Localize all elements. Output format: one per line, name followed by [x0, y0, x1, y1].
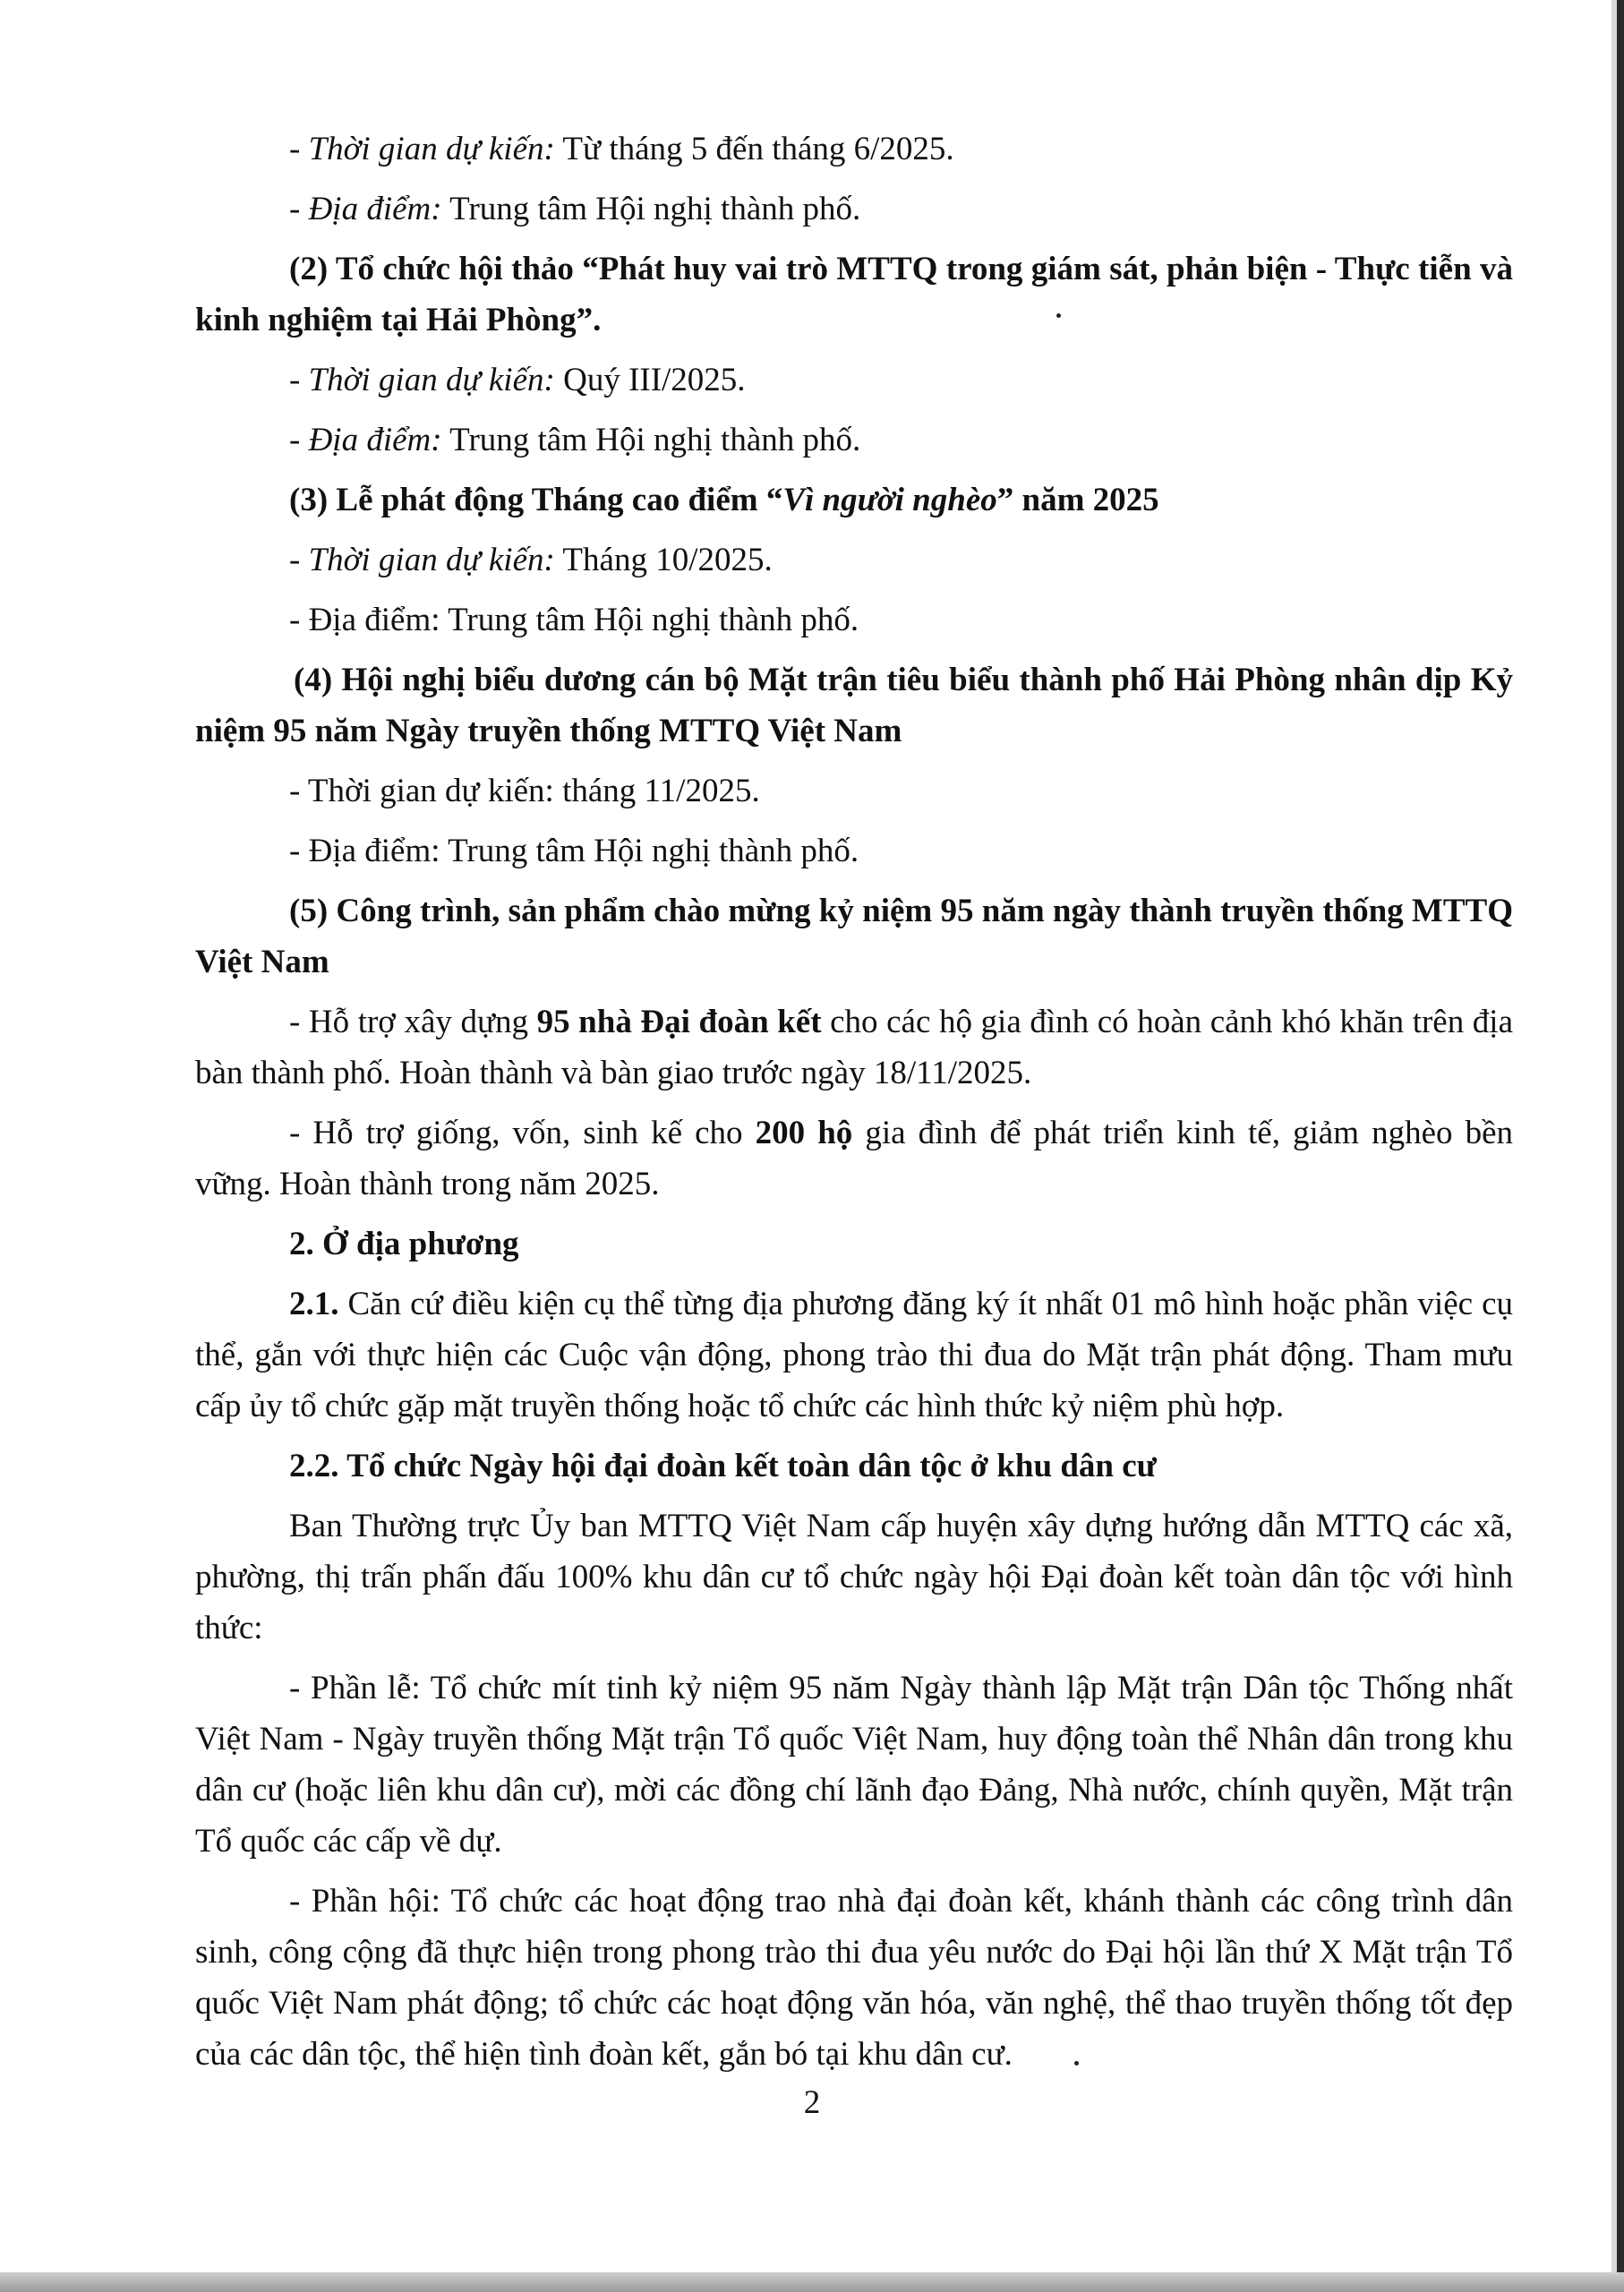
- heading-part: ” năm 2025: [996, 482, 1159, 518]
- section-heading: 2. Ở địa phương: [289, 1226, 519, 1262]
- line-label: - Thời gian dự kiến:: [289, 542, 555, 578]
- heading-part: (3) Lễ phát động Tháng cao điểm “: [289, 482, 783, 518]
- item-heading: (2) Tổ chức hội thảo “Phát huy vai trò MTTQ trong giám sát, phản biện - Thực tiễn và kinh nghiệm tại Hải Phòng”.: [195, 251, 1513, 338]
- item-heading: [195, 475, 1513, 526]
- text-part-bold: 200 hộ: [755, 1115, 853, 1151]
- subsection-heading: 2.2. Tổ chức Ngày hội đại đoàn kết toàn dân tộc ở khu dân cư: [289, 1448, 1157, 1484]
- location-line: [195, 415, 1513, 466]
- paragraph: - Phần hội: Tổ chức các hoạt động trao nhà đại đoàn kết, khánh thành các công trình dân sinh, công cộng đã thực hiện trong phong trào thi đua yêu nước do Đại hội lần thứ X Mặt trận Tổ quốc Việt Nam phát động; tổ chức các hoạt động văn hóa, văn nghệ, thể thao truyền thống tốt đẹp của các dân tộc, thể hiện tình đoàn kết, gắn bó tại khu dân cư.: [195, 1883, 1513, 2073]
- schedule-line: - Thời gian dự kiến: tháng 11/2025.: [289, 773, 760, 809]
- schedule-line: [195, 535, 1513, 586]
- paragraph-number: 2.1.: [289, 1286, 339, 1322]
- line-value: Từ tháng 5 đến tháng 6/2025.: [554, 131, 954, 167]
- line-label: - Địa điểm:: [289, 191, 442, 227]
- paragraph: [195, 1108, 1513, 1210]
- text-part: - Hỗ trợ xây dựng: [289, 1004, 537, 1040]
- text-part: cho các hộ gia đình có hoàn cảnh khó khăn trên địa bàn thành phố. Hoàn thành và bàn giao trước ngày 18/11/2025.: [195, 1004, 1514, 1091]
- paragraph: [195, 996, 1513, 1099]
- schedule-line: [195, 355, 1513, 406]
- text-part-bold: 95 nhà Đại đoàn kết: [536, 1004, 822, 1040]
- line-label: - Địa điểm:: [289, 422, 442, 458]
- text-part: gia đình để phát triển kinh tế, giảm nghèo bền vững. Hoàn thành trong năm 2025.: [195, 1115, 1514, 1202]
- document-body: [195, 124, 1513, 2089]
- line-label: - Thời gian dự kiến:: [289, 131, 555, 167]
- location-line: - Địa điểm: Trung tâm Hội nghị thành phố.: [289, 833, 859, 869]
- line-label: - Thời gian dự kiến:: [289, 362, 555, 398]
- line-value: Tháng 10/2025.: [554, 542, 773, 578]
- paragraph: Ban Thường trực Ủy ban MTTQ Việt Nam cấp huyện xây dựng hướng dẫn MTTQ các xã, phường, thị trấn phấn đấu 100% khu dân cư tổ chức ngày hội Đại đoàn kết toàn dân tộc với hình thức:: [195, 1508, 1513, 1646]
- location-line: [195, 184, 1513, 235]
- paragraph: [195, 1279, 1513, 1432]
- line-value: Trung tâm Hội nghị thành phố.: [441, 422, 861, 458]
- text-part: - Hỗ trợ giống, vốn, sinh kế cho: [289, 1115, 756, 1151]
- scan-edge-bottom: [0, 2272, 1624, 2292]
- paragraph: - Phần lễ: Tổ chức mít tinh kỷ niệm 95 năm Ngày thành lập Mặt trận Dân tộc Thống nhất Việt Nam - Ngày truyền thống Mặt trận Tổ quốc Việt Nam, huy động toàn thể Nhân dân trong khu dân cư (hoặc liên khu dân cư), mời các đồng chí lãnh đạo Đảng, Nhà nước, chính quyền, Mặt trận Tổ quốc các cấp về dự.: [195, 1670, 1513, 1860]
- text-part: Căn cứ điều kiện cụ thể từng địa phương đăng ký ít nhất 01 mô hình hoặc phần việc cụ thể, gắn với thực hiện các Cuộc vận động, phong trào thi đua do Mặt trận phát động. Tham mưu cấp ủy tổ chức gặp mặt truyền thống hoặc tổ chức các hình thức kỷ niệm phù hợp.: [195, 1286, 1513, 1424]
- heading-part-italic: Vì người nghèo: [782, 482, 997, 518]
- page-number: 2: [803, 2084, 821, 2121]
- schedule-line: [195, 124, 1513, 175]
- scan-edge-right: [1617, 0, 1624, 2292]
- line-value: Quý III/2025.: [554, 362, 746, 398]
- line-value: Trung tâm Hội nghị thành phố.: [441, 191, 861, 227]
- item-heading: (4) Hội nghị biểu dương cán bộ Mặt trận tiêu biểu thành phố Hải Phòng nhân dịp Kỷ niệm 95 năm Ngày truyền thống MTTQ Việt Nam: [195, 662, 1513, 749]
- item-heading: (5) Công trình, sản phẩm chào mừng kỷ niệm 95 năm ngày thành truyền thống MTTQ Việt Nam: [195, 893, 1513, 980]
- location-line: - Địa điểm: Trung tâm Hội nghị thành phố.: [289, 602, 859, 638]
